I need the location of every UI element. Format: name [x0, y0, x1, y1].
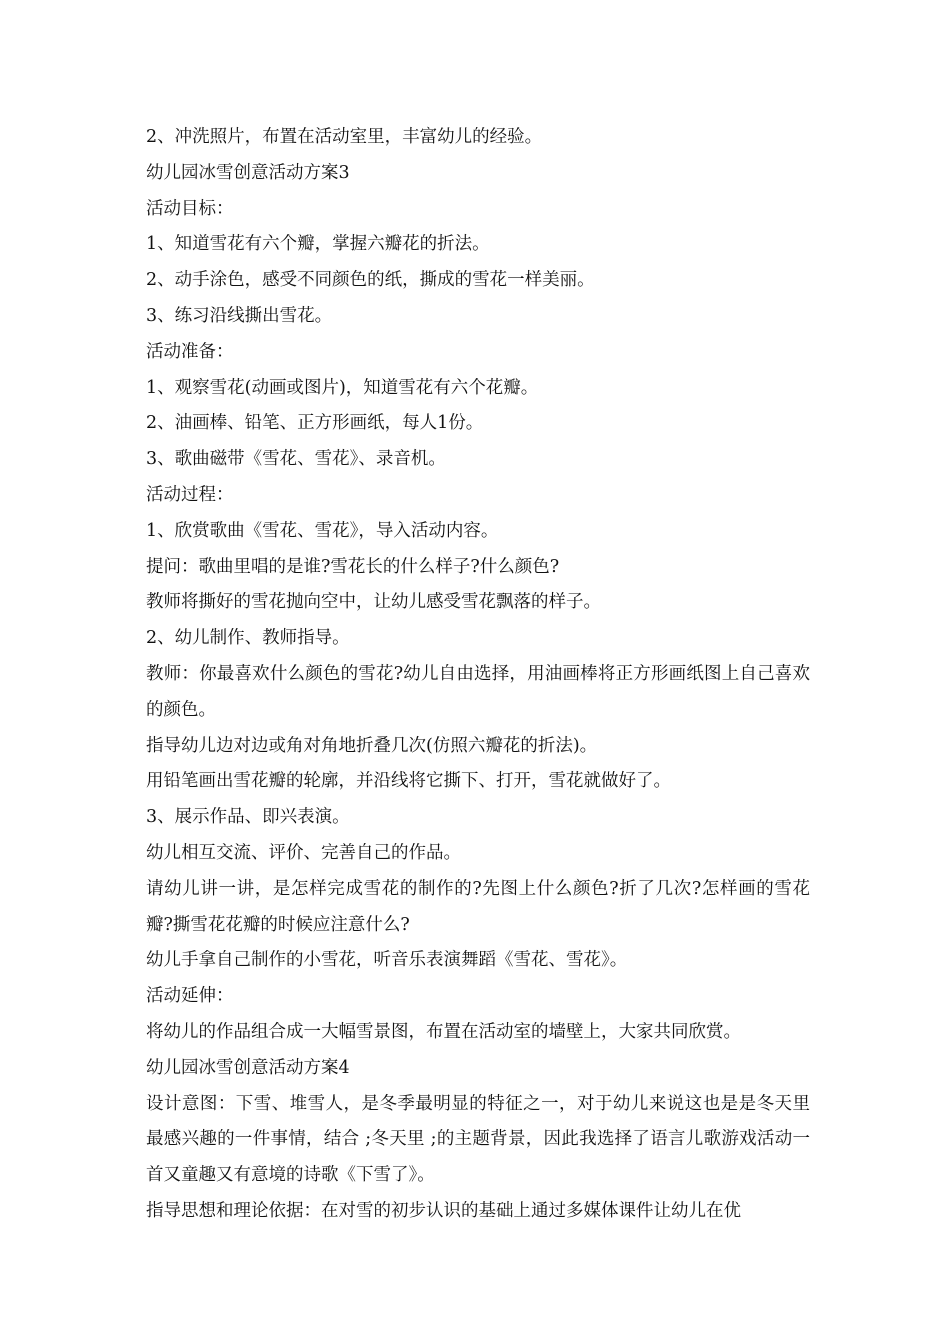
paragraph: 用铅笔画出雪花瓣的轮廓，并沿线将它撕下、打开，雪花就做好了。	[146, 771, 671, 792]
subheading: 活动目标：	[146, 198, 234, 219]
paragraph: 1、观察雪花(动画或图片)，知道雪花有六个花瓣。	[146, 377, 539, 398]
paragraph: 3、展示作品、即兴表演。	[146, 807, 350, 828]
paragraph: 1、知道雪花有六个瓣，掌握六瓣花的折法。	[146, 234, 490, 255]
section-heading: 幼儿园冰雪创意活动方案3	[146, 162, 350, 183]
paragraph: 幼儿手拿自己制作的小雪花，听音乐表演舞蹈《雪花、雪花》。	[146, 950, 628, 971]
paragraph: 2、冲洗照片，布置在活动室里，丰富幼儿的经验。	[146, 127, 543, 147]
paragraph: 2、幼儿制作、教师指导。	[146, 628, 350, 649]
subheading: 活动过程：	[146, 484, 234, 505]
subheading: 活动延伸：	[146, 986, 234, 1007]
paragraph: 1、欣赏歌曲《雪花、雪花》，导入活动内容。	[146, 520, 499, 541]
subheading: 活动准备：	[146, 341, 234, 362]
paragraph: 设计意图：下雪、堆雪人，是冬季最明显的特征之一，对于幼儿来说这也是是冬天里最感兴趣的一件事情，结合 ;冬天里 ;的主题背景，因此我选择了语言儿歌游戏活动一首又童趣又有意境的诗歌《下雪了》。	[146, 1093, 810, 1186]
document-body	[146, 120, 810, 1230]
paragraph: 幼儿相互交流、评价、完善自己的作品。	[146, 842, 461, 863]
paragraph: 请幼儿讲一讲，是怎样完成雪花的制作的?先图上什么颜色?折了几次?怎样画的雪花瓣?撕雪花花瓣的时候应注意什么?	[146, 878, 810, 935]
section-heading: 幼儿园冰雪创意活动方案4	[146, 1057, 350, 1078]
paragraph: 将幼儿的作品组合成一大幅雪景图，布置在活动室的墙壁上，大家共同欣赏。	[146, 1021, 741, 1042]
paragraph: 2、动手涂色，感受不同颜色的纸，撕成的雪花一样美丽。	[146, 270, 595, 291]
paragraph: 2、油画棒、铅笔、正方形画纸，每人1份。	[146, 413, 484, 434]
paragraph: 教师将撕好的雪花抛向空中，让幼儿感受雪花飘落的样子。	[146, 592, 601, 613]
paragraph: 3、练习沿线撕出雪花。	[146, 305, 333, 326]
paragraph: 指导思想和理论依据：在对雪的初步认识的基础上通过多媒体课件让幼儿在优	[146, 1200, 741, 1221]
paragraph: 3、歌曲磁带《雪花、雪花》、录音机。	[146, 449, 446, 470]
paragraph: 指导幼儿边对边或角对角地折叠几次(仿照六瓣花的折法)。	[146, 735, 598, 756]
paragraph: 提问：歌曲里唱的是谁?雪花长的什么样子?什么颜色?	[146, 556, 560, 577]
paragraph: 教师：你最喜欢什么颜色的雪花?幼儿自由选择，用油画棒将正方形画纸图上自己喜欢的颜色。	[146, 663, 810, 720]
